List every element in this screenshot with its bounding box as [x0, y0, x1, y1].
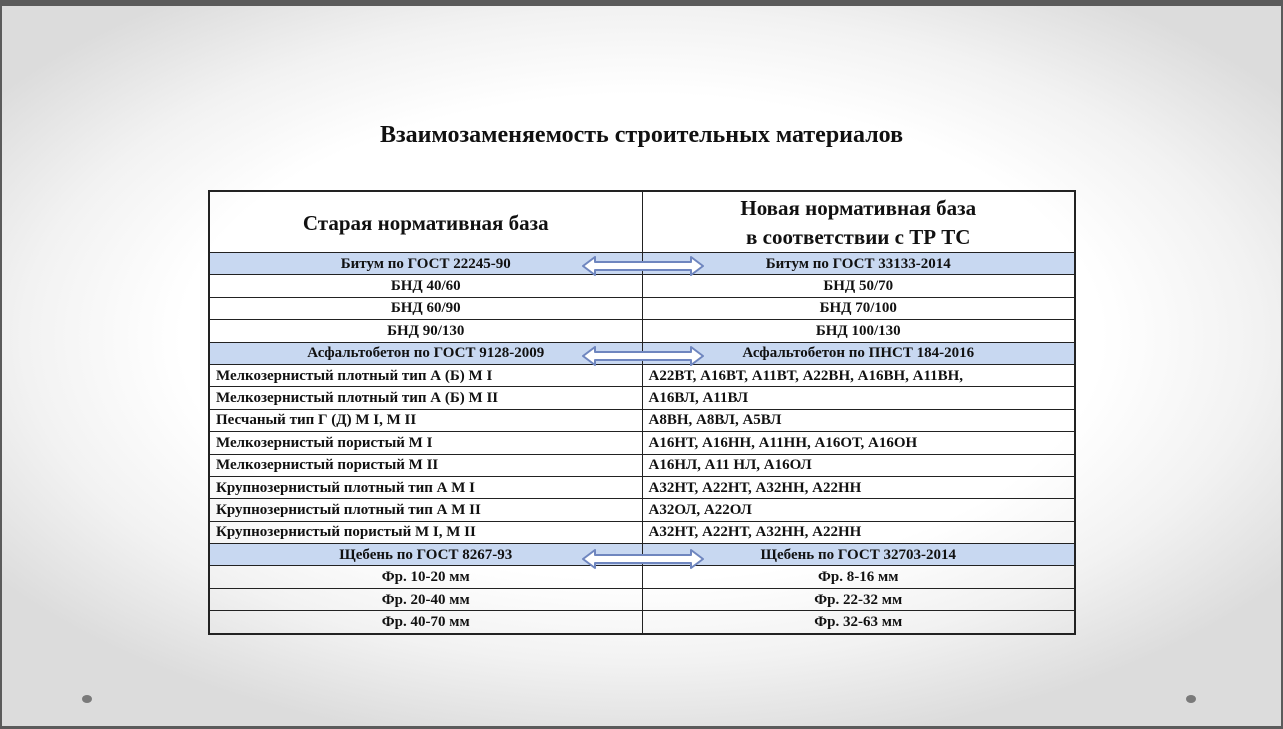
header-new-line1: Новая нормативная база [740, 196, 977, 220]
new-cell: Битум по ГОСТ 33133-2014 [642, 253, 1075, 275]
dot-icon [82, 695, 92, 703]
new-cell: БНД 100/130 [642, 320, 1075, 342]
new-cell: А32НТ, А22НТ, А32НН, А22НН [642, 521, 1075, 543]
new-cell: А16НЛ, А11 НЛ, А16ОЛ [642, 454, 1075, 476]
table-row [209, 320, 1075, 342]
old-cell: Фр. 40-70 мм [209, 611, 642, 634]
old-cell: Фр. 10-20 мм [209, 566, 642, 588]
table-row [209, 387, 1075, 409]
new-cell: А32НТ, А22НТ, А32НН, А22НН [642, 476, 1075, 498]
slide-title: Взаимозаменяемость строительных материалов [379, 122, 904, 148]
table-row [209, 454, 1075, 476]
header-new-line2: в соответствии с ТР ТС [746, 225, 971, 249]
header-new-base [642, 191, 1075, 253]
new-cell: А22ВТ, А16ВТ, А11ВТ, А22ВН, А16ВН, А11ВН, [642, 364, 1075, 386]
new-cell: БНД 70/100 [642, 297, 1075, 319]
double-arrow-icon [581, 346, 705, 366]
table-row [209, 566, 1075, 588]
table-row [209, 521, 1075, 543]
old-cell: Крупнозернистый плотный тип А М I [209, 476, 642, 498]
old-cell: Мелкозернистый плотный тип А (Б) М I [209, 364, 642, 386]
table-row [209, 611, 1075, 634]
old-cell: Фр. 20-40 мм [209, 588, 642, 610]
dot-icon [1186, 695, 1196, 703]
header-old-base [209, 191, 642, 253]
old-cell: БНД 60/90 [209, 297, 642, 319]
old-cell: Мелкозернистый пористый М II [209, 454, 642, 476]
new-cell: Фр. 32-63 мм [642, 611, 1075, 634]
old-cell: Крупнозернистый плотный тип А М II [209, 499, 642, 521]
table-row [209, 364, 1075, 386]
old-cell: Асфальтобетон по ГОСТ 9128-2009 [209, 342, 642, 364]
table-row [209, 409, 1075, 431]
new-cell: БНД 50/70 [642, 275, 1075, 297]
table-header-row [209, 191, 1075, 253]
table-row [209, 499, 1075, 521]
table-row [209, 297, 1075, 319]
table-row [209, 275, 1075, 297]
new-cell: Асфальтобетон по ПНСТ 184-2016 [642, 342, 1075, 364]
old-cell: Щебень по ГОСТ 8267-93 [209, 544, 642, 566]
new-cell: А32ОЛ, А22ОЛ [642, 499, 1075, 521]
new-cell: Фр. 22-32 мм [642, 588, 1075, 610]
old-cell: Мелкозернистый пористый М I [209, 432, 642, 454]
old-cell: БНД 40/60 [209, 275, 642, 297]
header-old-text: Старая нормативная база [302, 210, 549, 235]
new-cell: А16НТ, А16НН, А11НН, А16ОТ, А16ОН [642, 432, 1075, 454]
new-cell: Щебень по ГОСТ 32703-2014 [642, 544, 1075, 566]
old-cell: Мелкозернистый плотный тип А (Б) М II [209, 387, 642, 409]
table-row [209, 432, 1075, 454]
old-cell: Крупнозернистый пористый М I, М II [209, 521, 642, 543]
double-arrow-icon [581, 256, 705, 276]
new-cell: А8ВН, А8ВЛ, А5ВЛ [642, 409, 1075, 431]
double-arrow-icon [581, 549, 705, 569]
table-row [209, 588, 1075, 610]
table-row [209, 476, 1075, 498]
old-cell: Битум по ГОСТ 22245-90 [209, 253, 642, 275]
old-cell: БНД 90/130 [209, 320, 642, 342]
new-cell: Фр. 8-16 мм [642, 566, 1075, 588]
old-cell: Песчаный тип Г (Д) М I, М II [209, 409, 642, 431]
new-cell: А16ВЛ, А11ВЛ [642, 387, 1075, 409]
